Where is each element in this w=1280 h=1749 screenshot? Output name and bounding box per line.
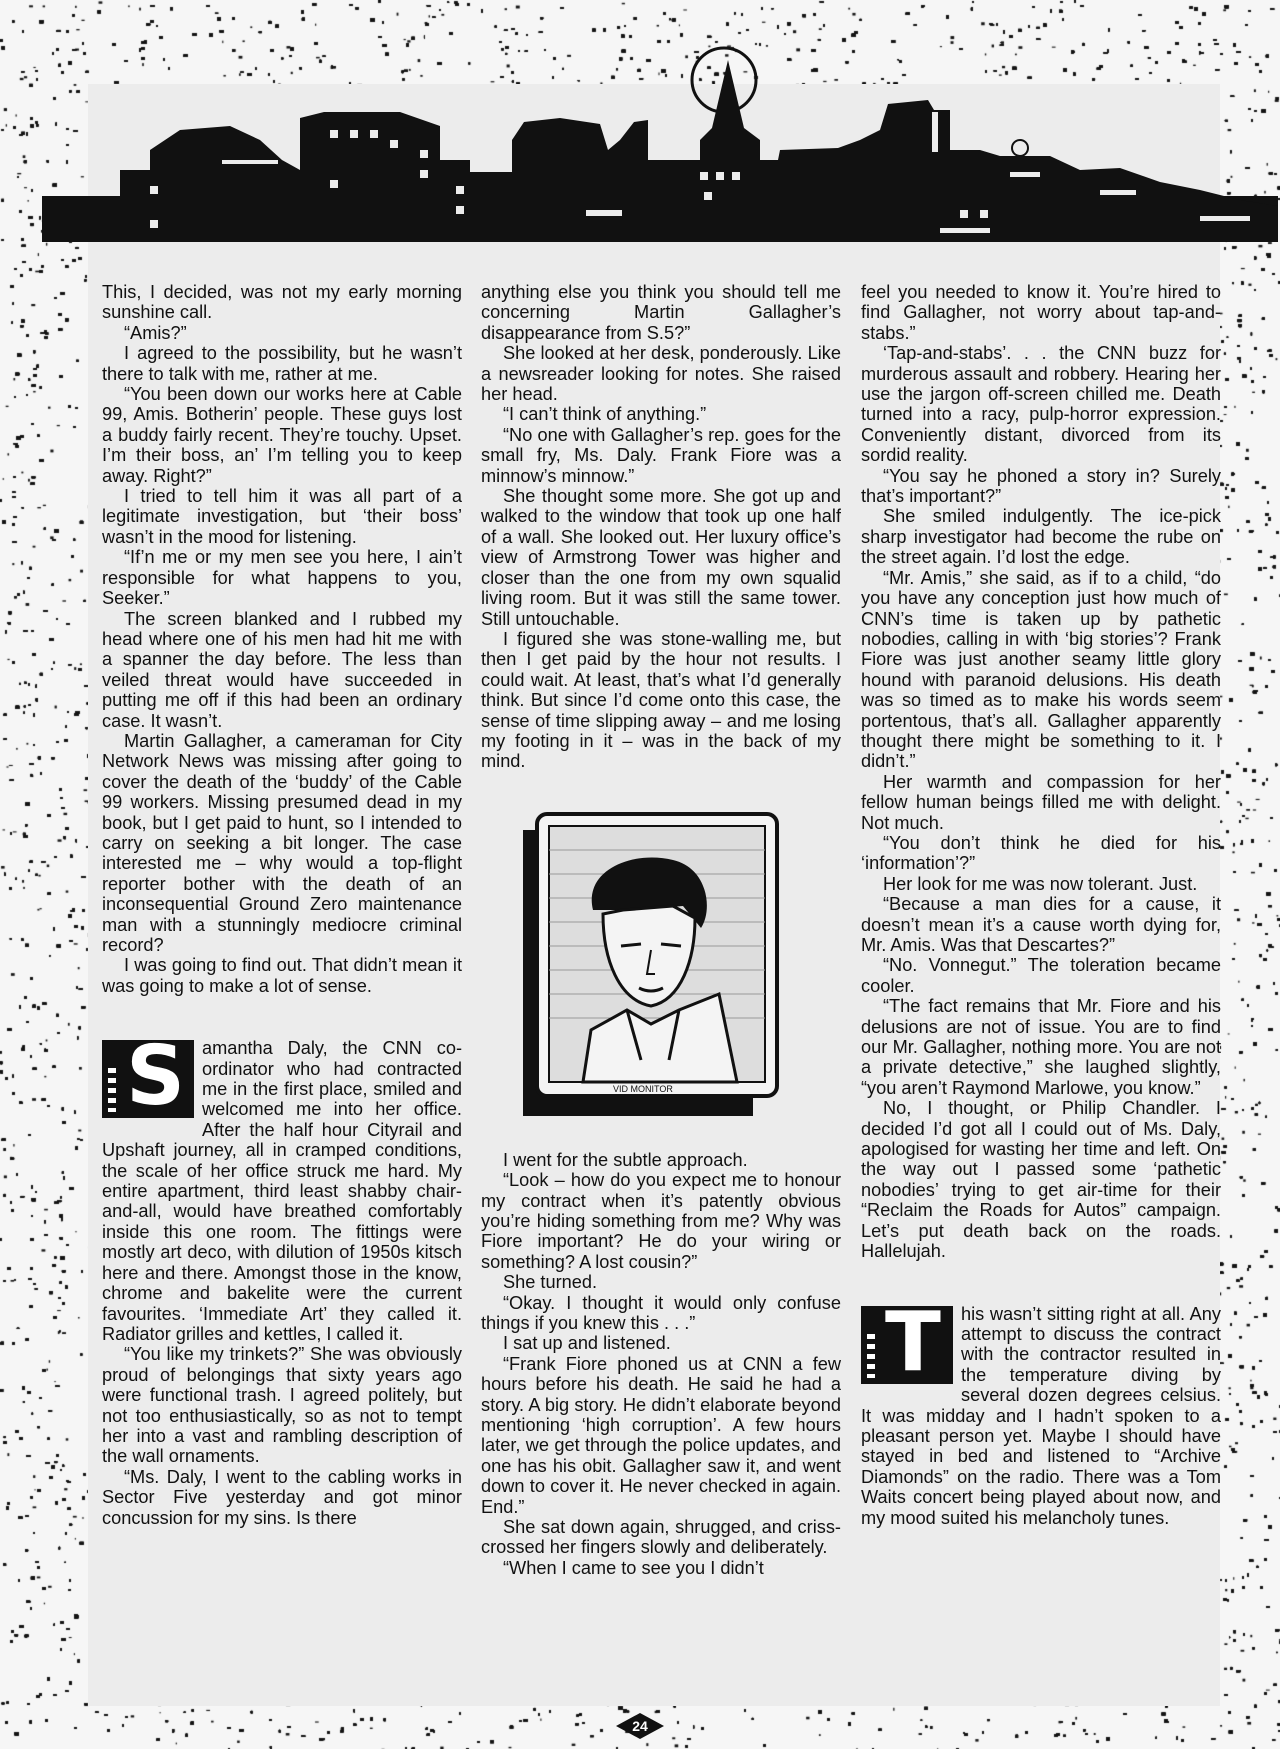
paragraph: ‘Tap-and-stabs’. . . the CNN buzz for murderous assault and robbery. Hearing her use the jargon off-screen chilled me. Death turned into a racy, pulp-horror expression. Conveniently distant, divorced from its sordid reality. — [861, 343, 1221, 466]
paragraph: “Amis?” — [124, 322, 187, 343]
city-skyline-illustration — [0, 0, 1280, 250]
paragraph: I tried to tell him it was all part of a legitimate investigation, but ‘their boss’ wasn’t in the mood for listening. — [102, 486, 462, 547]
paragraph: amantha Daly, the CNN co-ordinator who had contracted me in the first place, smiled and welcomed me into her office. After the half hour Cityrail and Upshaft journey, all in cramped conditions, the scale of her office struck me hard. My entire apartment, third least shabby chair-and-all, would have breathed comfortably inside this one room. The fittings were mostly art deco, with dilution of 1950s kitsch here and there. Amongst those in the know, chrome and bakelite were the current favourites. ‘Immediate Art’ they called it. Radiator grilles and kettles, I called it. — [102, 1038, 462, 1344]
paragraph: Her warmth and compassion for her fellow human beings filled me with delight. Not much. — [861, 771, 1221, 833]
paragraph: “You don’t think he died for his ‘information’?” — [861, 832, 1221, 874]
paragraph: I was going to find out. That didn’t mean it was going to make a lot of sense. — [102, 955, 462, 996]
article-column-3 — [861, 282, 1221, 1712]
paragraph: feel you needed to know it. You’re hired to find Gallagher, not worry about tap-and-stabs.” — [861, 282, 1221, 343]
paragraph: She sat down again, shrugged, and criss-crossed her fingers slowly and deliberately. — [481, 1517, 841, 1558]
paragraph: This, I decided, was not my early morning sunshine call. — [102, 282, 462, 323]
paragraph: “You say he phoned a story in? Surely that’s important?” — [861, 465, 1221, 507]
paragraph: “When I came to see you I didn’t — [503, 1557, 764, 1578]
paragraph: “No. Vonnegut.” The toleration became cooler. — [861, 955, 1221, 996]
paragraph: She looked at her desk, ponderously. Like a newsreader looking for notes. She raised her head. — [481, 343, 841, 405]
paragraph: “Look – how do you expect me to honour my contract when it’s patently obvious you’re hiding something from me? Why was Fiore important? He do your wiring or something? A lost cousin?” — [481, 1170, 841, 1272]
section-3 — [861, 1294, 1221, 1528]
paragraph: The screen blanked and I rubbed my head where one of his men had hit me with a spanner the day before. The less than veiled threat would have succeeded in putting me off if this had been an ordinary case. It wasn’t. — [102, 608, 462, 731]
paragraph: No, I thought, or Philip Chandler. I decided I’d got all I could out of Ms. Daly, apologised for wasting her time and left. On the way out I passed some ‘pathetic nobodies’ trying to get air-time for their “Reclaim the Roads for Autos” campaign. Let’s put death back on the roads. Hallelujah. — [861, 1098, 1221, 1262]
paragraph: Martin Gallagher, a cameraman for City Network News was missing after going to cover the death of the ‘buddy’ of the Cable 99 workers. Missing presumed dead in my book, but I get paid to hunt, so I intended to carry on seeking a bit longer. The case interested me – why would a top-flight reporter bother with the death of an inconsequential Ground Zero maintenance man with a stunningly mediocre criminal record? — [102, 730, 462, 955]
paragraph: “No one with Gallagher’s rep. goes for the small fry, Ms. Daly. Frank Fiore was a minnow’s minnow.” — [481, 424, 841, 486]
page-number: 24 — [632, 1718, 648, 1734]
paragraph: “The fact remains that Mr. Fiore and his delusions are not of issue. You are to find our Mr. Gallagher, nothing more. You are not a private detective,” she laughed slightly, “you aren’t Raymond Marlowe, you know.” — [861, 996, 1221, 1098]
paragraph: Her look for me was now tolerant. Just. — [883, 873, 1198, 894]
paragraph: I figured she was stone-walling me, but then I get paid by the hour not results. I could wait. At least, that’s what I’d generally think. But since I’d come onto this case, the sense of time slipping away – and me losing my footing in it – was in the back of my mind. — [481, 628, 841, 772]
paragraph: “Mr. Amis,” she said, as if to a child, “do you have any conception just how much of CNN’s time is taken up by pathetic nobodies, calling in with ‘big stories’? Frank Fiore was just another seamy little glory hound with paranoid delusions. His death was so timed as to make his words seem portentous, that’s all. Gallagher apparently thought there might be something to it. I didn’t.” — [861, 567, 1221, 772]
paragraph: I sat up and listened. — [503, 1333, 671, 1354]
paragraph: his wasn’t sitting right at all. Any attempt to discuss the contract with the contractor resulted in the temperature diving by several dozen degrees celsius. It was midday and I hadn’t spoken to a pleasant person yet. Maybe I should have stayed in bed and listened to “Archive Diamonds” on the radio. There was a Tom Waits concert being played about now, and my mood suited his melancholy tunes. — [861, 1303, 1221, 1528]
paragraph: I went for the subtle approach. — [503, 1149, 748, 1170]
paragraph: “Because a man dies for a cause, it doesn’t mean it’s a cause worth dying for, Mr. Amis. Was that Descartes?” — [861, 894, 1221, 955]
monitor-label: VID MONITOR — [613, 1083, 673, 1094]
paragraph: She thought some more. She got up and walked to the window that took up one half of a wall. She looked out. Her luxury office’s view of Armstrong Tower was higher and closer than the one from my own squalid living room. But it was still the same tower. Still untouchable. — [481, 486, 841, 629]
paragraph: “Okay. I thought it would only confuse things if you knew this . . .” — [481, 1292, 841, 1333]
paragraph: She turned. — [503, 1272, 598, 1293]
section-2 — [102, 1029, 462, 1528]
paragraph: I agreed to the possibility, but he wasn’t there to talk with me, rather at me. — [102, 343, 462, 384]
article-column-1 — [102, 282, 462, 1712]
drop-cap-t: T — [861, 1306, 953, 1384]
article-column-2 — [481, 282, 841, 1712]
vid-monitor-portrait-illustration — [523, 810, 783, 1122]
paragraph: “I can’t think of anything.” — [503, 404, 707, 425]
paragraph: “If’n me or my men see you here, I ain’t responsible for what happens to you, Seeker.” — [102, 547, 462, 609]
paragraph: “You like my trinkets?” She was obviously proud of belongings that sixty years ago were functional trash. I agreed politely, but not too enthusiastically, so as not to tempt her into a vast and rambling description of the wall ornaments. — [102, 1344, 462, 1467]
paragraph: “You been down our works here at Cable 99, Amis. Botherin’ people. These guys lost a buddy fairly recent. They’re touchy. Upset. I’m their boss, an’ I’m telling you to keep away. Right?” — [102, 384, 462, 486]
drop-cap-s: S — [102, 1040, 194, 1118]
paragraph: She smiled indulgently. The ice-pick sharp investigator had become the rube on the street again. I’d lost the edge. — [861, 506, 1221, 568]
paragraph: “Ms. Daly, I went to the cabling works in Sector Five yesterday and got minor concussion for my sins. Is there — [102, 1466, 462, 1528]
paragraph: “Frank Fiore phoned us at CNN a few hours before his death. He said he had a story. A big story. He didn’t elaborate beyond mentioning ‘high corruption’. A few hours later, we get through the police updates, and one has his obit. Gallagher saw it, and went down to cover it. He never checked in again. End.” — [481, 1353, 841, 1517]
paragraph: anything else you think you should tell me concerning Martin Gallagher’s disappearance from S.5?” — [481, 282, 841, 343]
